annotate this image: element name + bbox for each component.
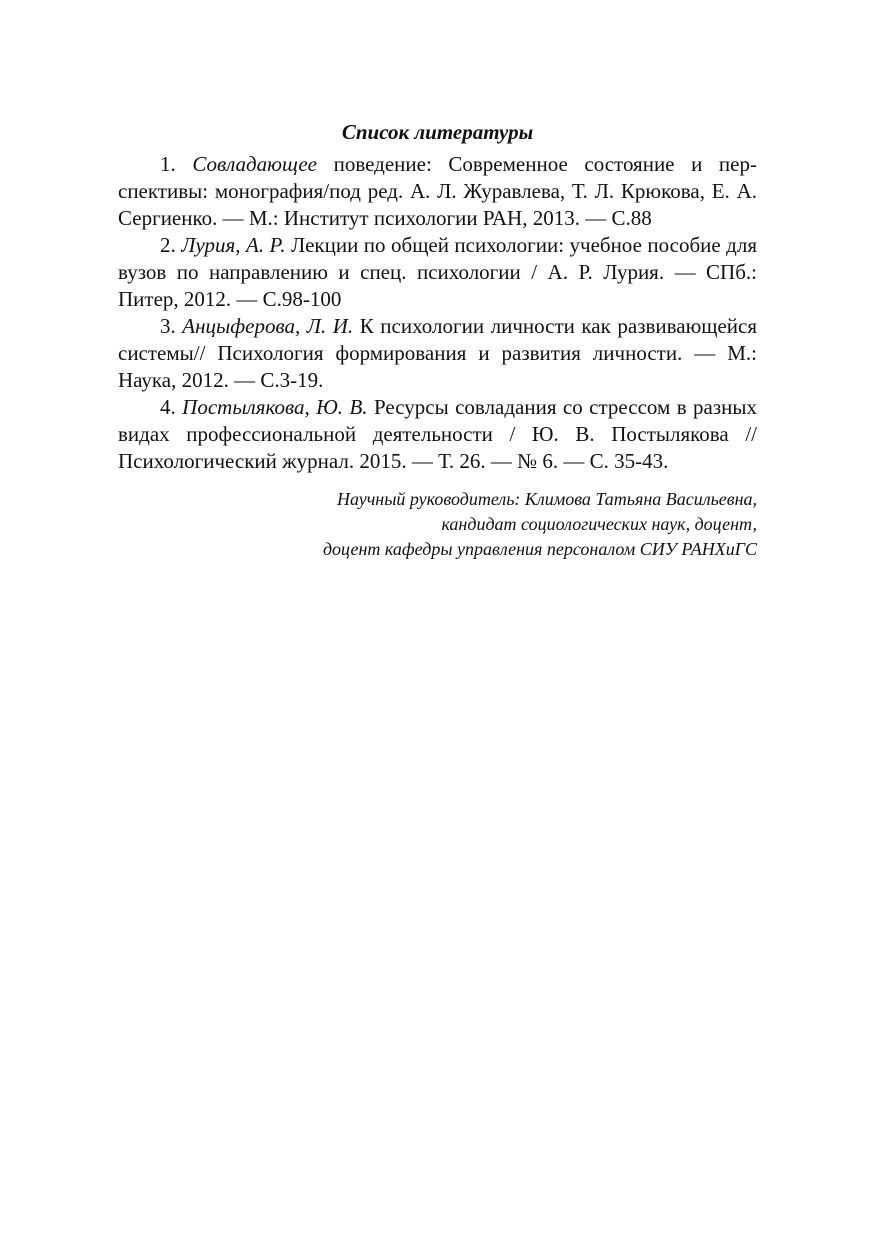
reference-text: Ресурсы совладания со стрессом в разных видах профессиональной деятельности / Ю. В. Постылякова // Психологический журнал. 2015. — Т. 26. — № 6. — С. 35-43. <box>118 395 758 473</box>
reference-text: поведение: Современное состояние и перспективы: монография/под ред. А. Л. Журавлева, Т. Л. Крюкова, Е. А. Сергиенко. — М.: Институт психологии РАН, 2013. — С.88 <box>118 152 757 230</box>
reference-item-2 <box>118 232 757 313</box>
reference-text: К психологии личности как развивающейся системы// Психология формирования и развития личности. — М.: Наука, 2012. — С.3-19. <box>118 314 758 392</box>
supervisor-line: Научный руководитель: Климова Татьяна Васильевна, <box>336 489 757 509</box>
reference-item-4 <box>118 394 757 475</box>
document-page <box>118 118 757 562</box>
page-title: Список литературы <box>341 120 534 144</box>
reference-text: Лекции по общей психологии: учебное пособие для вузов по направлению и спец. психологии / А. Р. Лурия. — СПб.: Питер, 2012. — С.98-100 <box>118 233 757 311</box>
reference-author: Лурия, А. Р. <box>181 233 286 257</box>
reference-number: 4. <box>160 395 176 419</box>
reference-item-3 <box>118 313 757 394</box>
reference-number: 3. <box>160 314 176 338</box>
reference-author: Постылякова, Ю. В. <box>182 395 368 419</box>
reference-author: Анцыферова, Л. И. <box>182 314 354 338</box>
supervisor-position: доцент кафедры управления персоналом СИУ РАНХиГС <box>322 539 757 559</box>
reference-author: Совладающее <box>192 152 317 176</box>
reference-item-1 <box>118 151 757 232</box>
supervisor-degree: кандидат социологических наук, доцент, <box>441 514 757 534</box>
supervisor-signature-block <box>118 487 757 562</box>
reference-number: 1. <box>160 152 176 176</box>
reference-number: 2. <box>160 233 176 257</box>
reference-list <box>118 151 757 475</box>
